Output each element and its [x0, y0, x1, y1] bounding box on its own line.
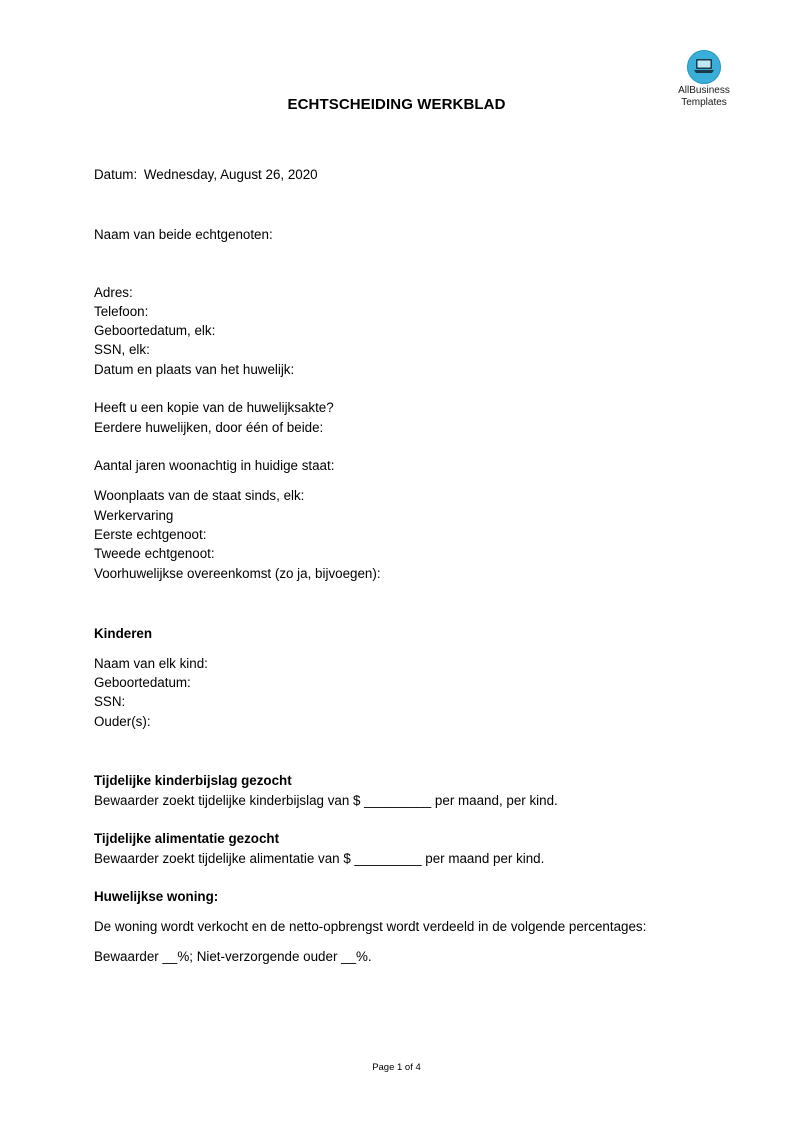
date-line	[94, 167, 318, 183]
alimony-heading: Tijdelijke alimentatie gezocht	[94, 831, 280, 846]
prenup-label: Voorhuwelijkse overeenkomst (zo ja, bijvoegen):	[94, 566, 381, 581]
children-heading: Kinderen	[94, 626, 153, 641]
ssn-each-label: SSN, elk:	[94, 342, 150, 357]
marital-home-text: De woning wordt verkocht en de netto-opbrengst wordt verdeeld in de volgende percentages:	[94, 919, 647, 934]
child-parents-label: Ouder(s):	[94, 714, 151, 729]
document-title: ECHTSCHEIDING WERKBLAD	[287, 96, 506, 113]
address-label: Adres:	[94, 285, 133, 300]
child-ssn-label: SSN:	[94, 694, 126, 709]
work-experience-label: Werkervaring	[94, 508, 174, 523]
logo-text-line2: Templates	[681, 97, 727, 108]
alimony-text: Bewaarder zoekt tijdelijke alimentatie van $ _________ per maand per kind.	[94, 851, 545, 866]
first-spouse-label: Eerste echtgenoot:	[94, 527, 207, 542]
child-support-text: Bewaarder zoekt tijdelijke kinderbijslag van $ _________ per maand, per kind.	[94, 793, 558, 808]
child-name-label: Naam van elk kind:	[94, 656, 208, 671]
marital-home-heading: Huwelijkse woning:	[94, 889, 219, 904]
child-support-heading: Tijdelijke kinderbijslag gezocht	[94, 773, 292, 788]
years-residence-label: Aantal jaren woonachtig in huidige staat:	[94, 458, 335, 473]
date-label: Datum:	[94, 167, 138, 182]
page-number: Page 1 of 4	[372, 1062, 421, 1073]
marriage-date-place-label: Datum en plaats van het huwelijk:	[94, 362, 295, 377]
date-value: Wednesday, August 26, 2020	[143, 167, 318, 182]
child-birthdate-label: Geboortedatum:	[94, 675, 191, 690]
logo-text-line1: AllBusiness	[678, 85, 730, 96]
laptop-icon	[687, 50, 721, 84]
second-spouse-label: Tweede echtgenoot:	[94, 546, 215, 561]
phone-label: Telefoon:	[94, 304, 149, 319]
marriage-certificate-question: Heeft u een kopie van de huwelijksakte?	[94, 400, 334, 415]
birthdate-each-label: Geboortedatum, elk:	[94, 323, 216, 338]
residence-since-label: Woonplaats van de staat sinds, elk:	[94, 488, 305, 503]
spouses-names-label: Naam van beide echtgenoten:	[94, 227, 273, 242]
marital-home-split: Bewaarder __%; Niet-verzorgende ouder __%.	[94, 949, 372, 964]
previous-marriages-label: Eerdere huwelijken, door één of beide:	[94, 420, 324, 435]
